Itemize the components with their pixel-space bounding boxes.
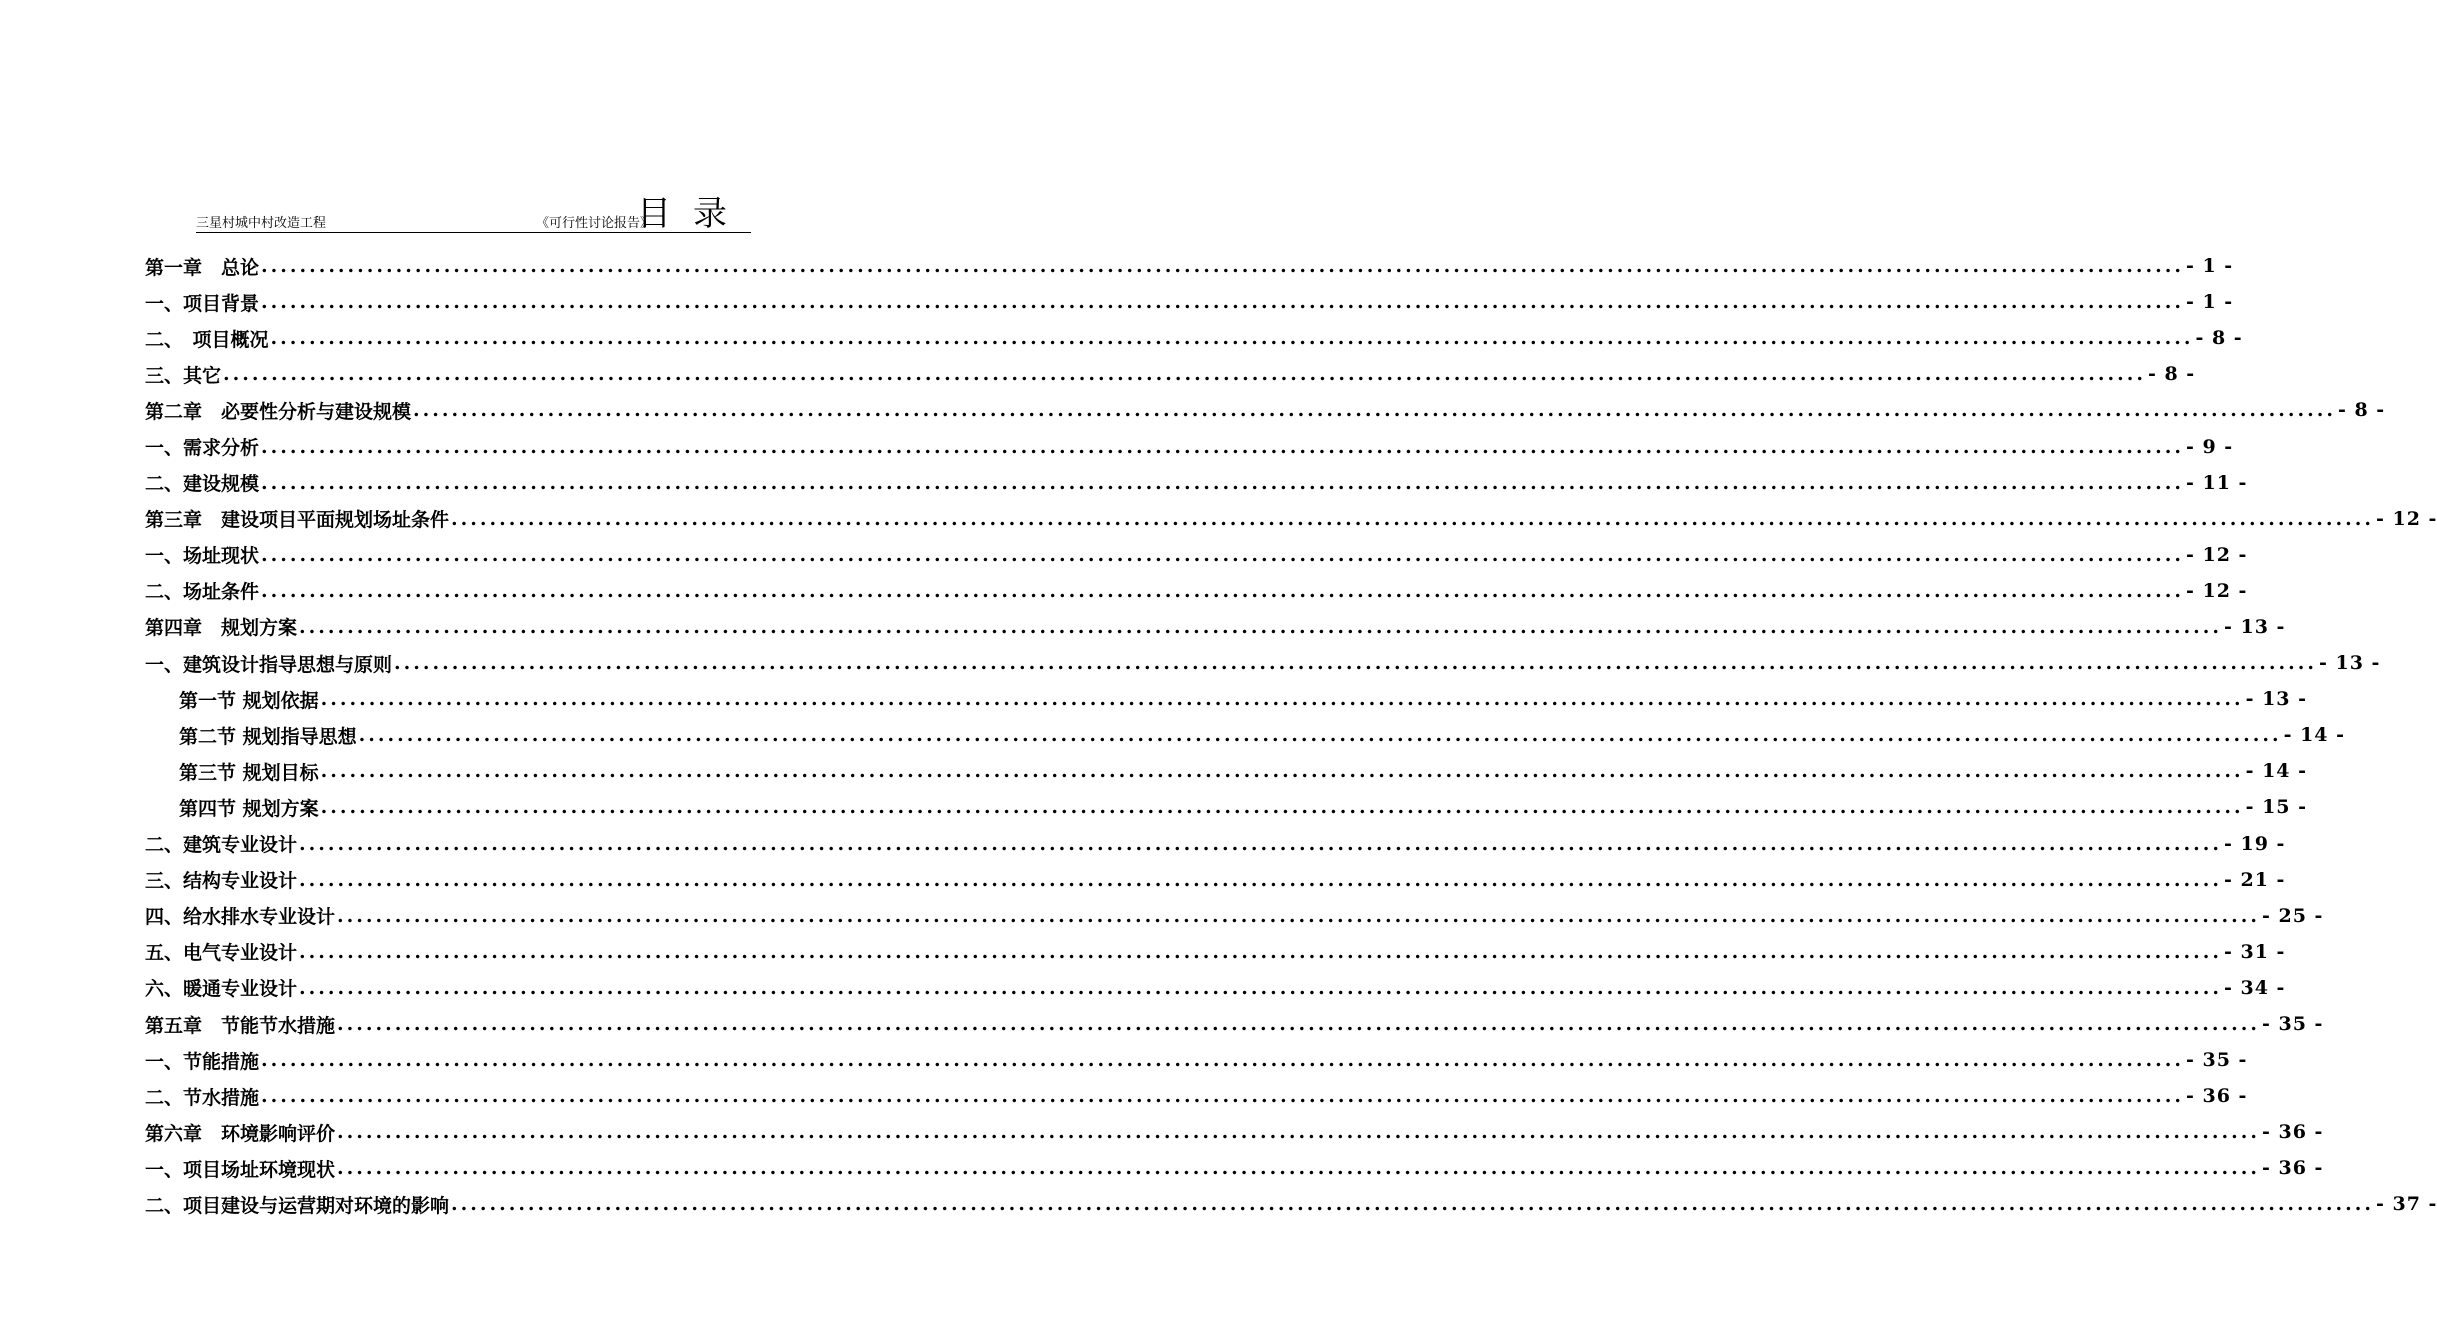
toc-entry-page: - 34 - [2223,976,2286,999]
toc-entry-page: - 1 - [2185,255,2234,278]
toc-entry[interactable] [145,537,2248,573]
toc-entry[interactable] [145,428,2234,464]
toc-entry[interactable] [145,862,2286,898]
toc-entry-label: 二、 项目概况 [145,328,269,351]
toc-entry[interactable] [145,609,2286,645]
toc-entry[interactable] [145,1150,2324,1186]
toc-entry-label: 一、建筑设计指导思想与原则 [145,653,393,676]
toc-entry-page: - 14 - [2283,724,2346,747]
toc-entry-label: 第六章 环境影响评价 [145,1122,336,1145]
toc-entry[interactable] [145,1078,2248,1114]
toc-entry-label: 第四章 规划方案 [145,617,298,640]
toc-leader-dots: ........................................................................................................................................................................................................ [337,1121,2260,1144]
toc-entry-label: 二、项目建设与运营期对环境的影响 [145,1194,450,1217]
toc-entry-label: 二、建设规模 [145,473,260,496]
toc-entry-page: - 14 - [2245,760,2308,783]
table-of-contents [145,248,2437,1223]
toc-entry-label: 一、需求分析 [145,437,260,460]
toc-leader-dots: ........................................................................................................................................................................................................ [261,291,2184,314]
toc-entry-page: - 37 - [2375,1193,2437,1216]
toc-title: 目录 [637,194,749,234]
toc-leader-dots: ........................................................................................................................................................................................................ [320,796,2244,819]
toc-entry-page: - 13 - [2245,688,2308,711]
toc-leader-dots: ........................................................................................................................................................................................................ [299,832,2222,855]
toc-entry-label: 第五章 节能节水措施 [145,1014,336,1037]
toc-leader-dots: ........................................................................................................................................................................................................ [261,543,2184,566]
report-name: 《可行性讨论报告》 [536,216,654,231]
toc-leader-dots: ........................................................................................................................................................................................................ [337,1157,2260,1180]
toc-entry-page: - 8 - [2195,327,2243,350]
toc-entry-page: - 36 - [2261,1121,2324,1144]
toc-entry-page: - 36 - [2185,1085,2248,1108]
toc-entry-label: 二、场址条件 [145,581,260,604]
toc-entry-page: - 15 - [2245,796,2308,819]
toc-leader-dots: ........................................................................................................................................................................................................ [261,579,2184,602]
toc-entry[interactable] [145,898,2324,934]
toc-entry[interactable] [145,320,2243,356]
toc-leader-dots: ........................................................................................................................................................................................................ [299,868,2222,891]
toc-leader-dots: ........................................................................................................................................................................................................ [299,940,2222,963]
toc-entry-page: - 13 - [2223,615,2286,638]
toc-entry[interactable] [145,753,2308,789]
toc-entry-page: - 12 - [2185,543,2248,566]
toc-entry-page: - 8 - [2337,399,2386,422]
page-header [196,196,751,233]
toc-leader-dots: ........................................................................................................................................................................................................ [261,1085,2184,1108]
toc-entry-page: - 31 - [2223,940,2286,963]
toc-entry-label: 二、节水措施 [145,1086,260,1109]
toc-leader-dots: ........................................................................................................................................................................................................ [413,399,2336,422]
toc-entry-page: - 25 - [2261,904,2324,927]
toc-entry[interactable] [145,1186,2437,1222]
toc-leader-dots: ........................................................................................................................................................................................................ [394,652,2317,675]
toc-entry-label: 二、建筑专业设计 [145,834,298,857]
toc-entry-page: - 8 - [2147,363,2196,386]
toc-leader-dots: ........................................................................................................................................................................................................ [451,1193,2374,1216]
toc-leader-dots: ........................................................................................................................................................................................................ [451,507,2374,530]
toc-entry[interactable] [145,934,2286,970]
project-name: 三星村城中村改造工程 [196,216,327,231]
toc-leader-dots: ........................................................................................................................................................................................................ [261,471,2184,494]
toc-entry-label: 第一章 总论 [145,256,260,279]
toc-entry-page: - 11 - [2185,471,2248,494]
toc-entry[interactable] [145,248,2234,284]
toc-leader-dots: ........................................................................................................................................................................................................ [261,435,2184,458]
toc-entry-page: - 1 - [2185,291,2234,314]
toc-entry-label: 三、结构专业设计 [145,870,298,893]
toc-entry-label: 一、场址现状 [145,545,260,568]
toc-entry-page: - 35 - [2185,1049,2248,1072]
toc-leader-dots: ........................................................................................................................................................................................................ [299,976,2222,999]
toc-leader-dots: ........................................................................................................................................................................................................ [261,1049,2184,1072]
toc-entry[interactable] [145,1042,2248,1078]
toc-entry-label: 一、节能措施 [145,1050,260,1073]
toc-entry-label: 四、给水排水专业设计 [145,906,336,929]
toc-entry-page: - 12 - [2185,579,2248,602]
toc-entry-page: - 19 - [2223,832,2286,855]
toc-entry-label: 第一节 规划依据 [179,689,319,712]
toc-entry-page: - 36 - [2261,1157,2324,1180]
toc-entry[interactable] [145,645,2381,681]
toc-entry[interactable] [145,573,2248,609]
toc-entry[interactable] [145,465,2248,501]
toc-leader-dots: ........................................................................................................................................................................................................ [261,255,2184,278]
toc-entry-page: - 12 - [2375,507,2437,530]
toc-leader-dots: ........................................................................................................................................................................................................ [320,688,2244,711]
toc-leader-dots: ........................................................................................................................................................................................................ [337,904,2260,927]
toc-entry-label: 六、暖通专业设计 [145,978,298,1001]
toc-entry-page: - 21 - [2223,868,2286,891]
toc-entry-label: 一、项目背景 [145,292,260,315]
toc-leader-dots: ........................................................................................................................................................................................................ [270,327,2194,350]
toc-entry[interactable] [145,284,2234,320]
toc-entry[interactable] [145,717,2346,753]
toc-entry[interactable] [145,392,2386,428]
toc-leader-dots: ........................................................................................................................................................................................................ [337,1013,2260,1036]
toc-entry-page: - 13 - [2318,652,2381,675]
toc-entry-label: 一、项目场址环境现状 [145,1158,336,1181]
toc-entry-label: 第二章 必要性分析与建设规模 [145,400,412,423]
toc-entry-label: 第三节 规划目标 [179,761,319,784]
toc-entry-label: 五、电气专业设计 [145,942,298,965]
toc-entry[interactable] [145,1006,2324,1042]
toc-entry[interactable] [145,681,2308,717]
toc-entry-page: - 35 - [2261,1013,2324,1036]
toc-entry[interactable] [145,356,2196,392]
toc-entry[interactable] [145,501,2437,537]
toc-leader-dots: ........................................................................................................................................................................................................ [299,615,2222,638]
toc-entry[interactable] [145,970,2286,1006]
toc-leader-dots: ........................................................................................................................................................................................................ [320,760,2244,783]
toc-entry-label: 第二节 规划指导思想 [179,725,357,748]
toc-entry[interactable] [145,1114,2324,1150]
toc-entry-label: 第四节 规划方案 [179,797,319,820]
toc-leader-dots: ........................................................................................................................................................................................................ [358,724,2282,747]
toc-leader-dots: ........................................................................................................................................................................................................ [223,363,2146,386]
toc-entry-label: 三、其它 [145,364,222,387]
toc-entry[interactable] [145,826,2286,862]
toc-entry[interactable] [145,789,2308,825]
toc-entry-label: 第三章 建设项目平面规划场址条件 [145,509,450,532]
toc-entry-page: - 9 - [2185,435,2234,458]
